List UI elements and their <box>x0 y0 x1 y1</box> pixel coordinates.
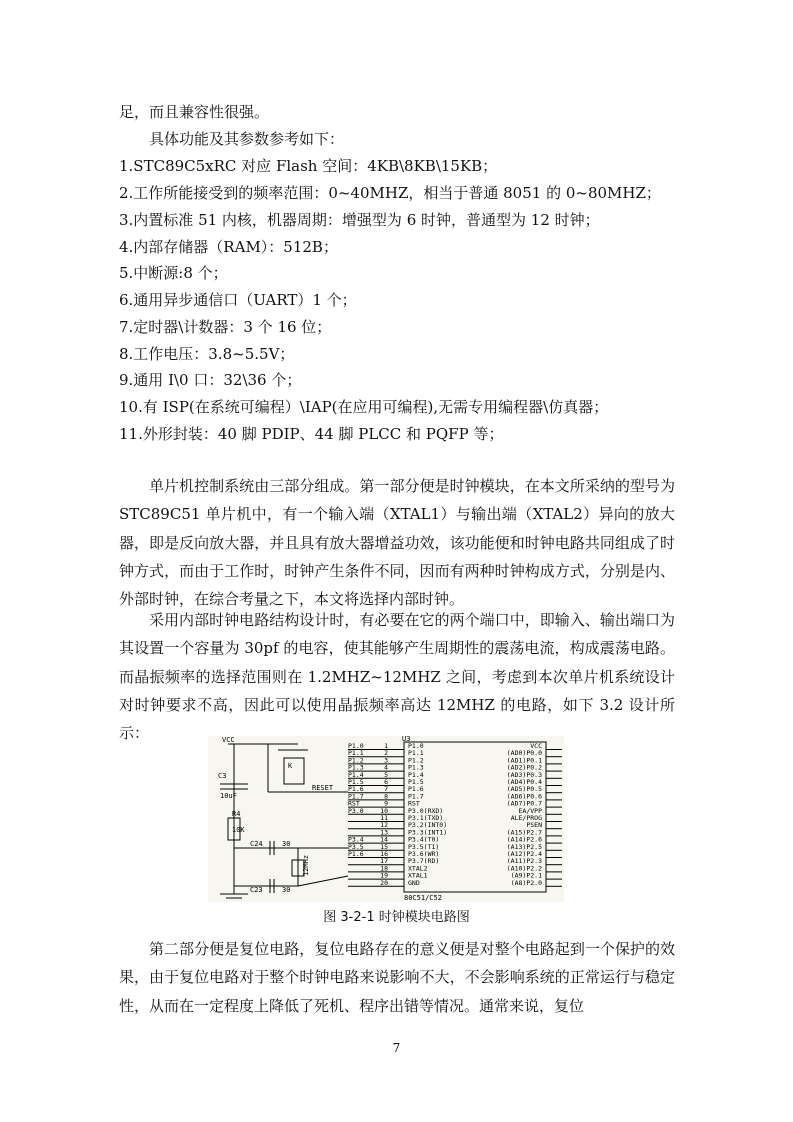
net-label: P3.4 <box>348 835 364 844</box>
pin-label: RST <box>408 799 420 808</box>
pin-label: P3.1(TXD) <box>408 814 444 822</box>
net-label: P3.5 <box>348 842 364 851</box>
pin-number: 17 <box>380 857 388 866</box>
net-label: P1.0 <box>348 742 364 750</box>
pin-label: (A12)P2.4 <box>506 850 542 858</box>
pin-number: 16 <box>380 850 388 858</box>
spec-item: 2.工作所能接受到的频率范围：0~40MHZ，相当于普通 8051 的 0~80MHZ； <box>119 184 661 202</box>
net-label: P3.0 <box>348 806 364 815</box>
pin-number: 19 <box>380 871 388 880</box>
spec-item: 4.内部存储器（RAM）：512B； <box>119 238 338 256</box>
spec-item: 6.通用异步通信口（UART）1 个； <box>119 291 357 309</box>
pin-label: VCC <box>530 742 542 750</box>
pin-label: P1.4 <box>408 770 424 779</box>
pin-number: 18 <box>380 864 388 873</box>
pin-label: P1.7 <box>408 792 424 801</box>
pin-label: (A9)P2.1 <box>510 871 542 880</box>
pin-label: P1.6 <box>408 785 424 794</box>
net-label: P1.7 <box>348 792 364 801</box>
pin-label: EA/VPP <box>518 806 542 815</box>
paragraph-clock-module: 单片机控制系统由三部分组成。第一部分便是时钟模块，在本文所采纳的型号为 STC89C51 单片机中，有一个输入端（XTAL1）与输出端（XTAL2）异向的放大器，即是反向放大器，并且具有放大器增益功效，该功能便和时钟电路共同组成了时钟方式，而由于工作时，时钟产生条件不同，因而有两种时钟构成方式，分别是内、外部时钟，在综合考量之下，本文将选择内部时钟。 <box>119 477 675 609</box>
page-number: 7 <box>392 1041 401 1055</box>
pin-label: P1.3 <box>408 763 424 772</box>
pin-number: 13 <box>380 828 388 837</box>
spec-intro: 具体功能及其参数参考如下： <box>149 130 345 148</box>
net-label: P1.1 <box>348 749 364 758</box>
pin-label: P3.6(WR) <box>408 850 440 858</box>
chip-ref-label: U3 <box>402 736 411 743</box>
pin-label: (AD5)P0.5 <box>506 785 542 794</box>
c24-value: 30 <box>282 840 291 848</box>
pin-number: 14 <box>380 835 388 844</box>
switch-k-label: K <box>288 762 293 770</box>
chip-name-label: 80C51/C52 <box>404 894 442 902</box>
figure-caption: 图 3-2-1 时钟模块电路图 <box>323 910 470 925</box>
pin-label: GND <box>408 878 420 887</box>
pin-number: 12 <box>380 821 388 830</box>
pin-label: P3.3(INT1) <box>408 828 448 837</box>
pin-number: 15 <box>380 842 388 851</box>
spec-item: 10.有 ISP(在系统可编程）\IAP(在应用可编程),无需专用编程器\仿真器； <box>119 398 609 416</box>
pin-number: 7 <box>384 785 388 794</box>
pin-label: XTAL2 <box>408 864 428 873</box>
pin-number: 2 <box>384 749 388 758</box>
r4-label: R4 <box>232 810 241 818</box>
pin-label: (A11)P2.3 <box>506 857 542 866</box>
pin-label: (A8)P2.0 <box>510 878 542 887</box>
paragraph-internal-clock: 采用内部时钟电路结构设计时，有必要在它的两个端口中，即输入、输出端口为其设置一个容量为 30pf 的电容，使其能够产生周期性的震荡电流，构成震荡电路。而晶振频率的选择范围则在 1.2MHZ~12MHZ 之间，考虑到本次单片机系统设计对时钟要求不高，因此可以使用晶振频率高达 12MHZ 的电路，如下 3.2 设计所示： <box>119 611 675 743</box>
spec-item: 7.定时器\计数器：3 个 16 位； <box>119 318 332 336</box>
spec-item: 3.内置标准 51 内核，机器周期：增强型为 6 时钟，普通型为 12 时钟； <box>119 211 600 229</box>
net-label: P1.6 <box>348 850 364 858</box>
pin-number: 6 <box>384 778 388 786</box>
pin-label: P3.4(T0) <box>408 835 440 844</box>
net-label: P1.3 <box>348 763 364 772</box>
pin-number: 5 <box>384 770 388 779</box>
pin-label: P3.0(RXD) <box>408 806 444 815</box>
spec-item: 9.通用 I\0 口：32\36 个； <box>119 371 302 389</box>
pin-label: P3.5(T1) <box>408 842 440 851</box>
pin-label: P3.7(RD) <box>408 857 440 866</box>
pin-label: P1.2 <box>408 756 424 765</box>
pin-label: ALE/PROG <box>510 814 542 822</box>
net-label: RST <box>348 799 360 808</box>
pin-number: 1 <box>384 742 388 750</box>
reset-label: RESET <box>312 784 334 792</box>
c23-value: 30 <box>282 886 291 894</box>
pin-label: (AD3)P0.3 <box>506 770 542 779</box>
c3-value: 10uF <box>220 792 237 800</box>
pin-label: P1.0 <box>408 742 424 750</box>
pin-number: 11 <box>380 814 388 822</box>
text-line: 足，而且兼容性很强。 <box>119 103 270 121</box>
pin-label: P3.2(INT0) <box>408 821 448 830</box>
c24-label: C24 <box>250 840 263 848</box>
pin-label: (AD2)P0.2 <box>506 763 542 772</box>
spec-item: 11.外形封装：40 脚 PDIP、44 脚 PLCC 和 PQFP 等； <box>119 425 504 443</box>
pin-number: 4 <box>384 763 388 772</box>
spec-item: 5.中断源:8 个； <box>119 264 228 282</box>
spec-item: 1.STC89C5xRC 对应 Flash 空间：4KB\8KB\15KB； <box>119 157 498 175</box>
pin-number: 8 <box>384 792 388 801</box>
spec-item: 8.工作电压：3.8~5.5V； <box>119 345 295 363</box>
paragraph-reset-circuit: 第二部分便是复位电路，复位电路存在的意义便是对整个电路起到一个保护的效果，由于复位电路对于整个时钟电路来说影响不大，不会影响系统的正常运行与稳定性，从而在一定程度上降低了死机、程序出错等情况。通常来说，复位 <box>119 940 675 1015</box>
pin-label: P1.5 <box>408 778 424 786</box>
pin-label: (AD7)P0.7 <box>506 799 542 808</box>
pin-label: (AD1)P0.1 <box>506 756 542 765</box>
c23-label: C23 <box>250 886 263 894</box>
pin-label: (AD0)P0.0 <box>506 749 542 758</box>
pin-number: 20 <box>380 878 388 887</box>
pin-label: (AD4)P0.4 <box>506 778 542 786</box>
clock-circuit-figure <box>208 736 564 902</box>
net-label: P1.5 <box>348 778 364 786</box>
net-label: P1.4 <box>348 770 364 779</box>
pin-label: XTAL1 <box>408 871 428 880</box>
pin-label: (A13)P2.5 <box>506 842 542 851</box>
pin-label: (A14)P2.6 <box>506 835 542 844</box>
pin-number: 10 <box>380 806 388 815</box>
net-label: P1.6 <box>348 785 364 794</box>
vcc-label: VCC <box>222 736 235 744</box>
pin-label: PSEN <box>526 821 542 830</box>
net-label: P1.2 <box>348 756 364 765</box>
pin-number: 3 <box>384 756 388 765</box>
r4-value: 10K <box>232 826 245 834</box>
crystal-label: 12MHz <box>302 854 310 876</box>
circuit-schematic <box>208 736 564 902</box>
pin-label: (A10)P2.2 <box>506 864 542 873</box>
c3-label: C3 <box>218 772 227 780</box>
pin-label: P1.1 <box>408 749 424 758</box>
pin-number: 9 <box>384 799 388 808</box>
pin-label: (AD6)P0.6 <box>506 792 542 801</box>
pin-label: (A15)P2.7 <box>506 828 542 837</box>
